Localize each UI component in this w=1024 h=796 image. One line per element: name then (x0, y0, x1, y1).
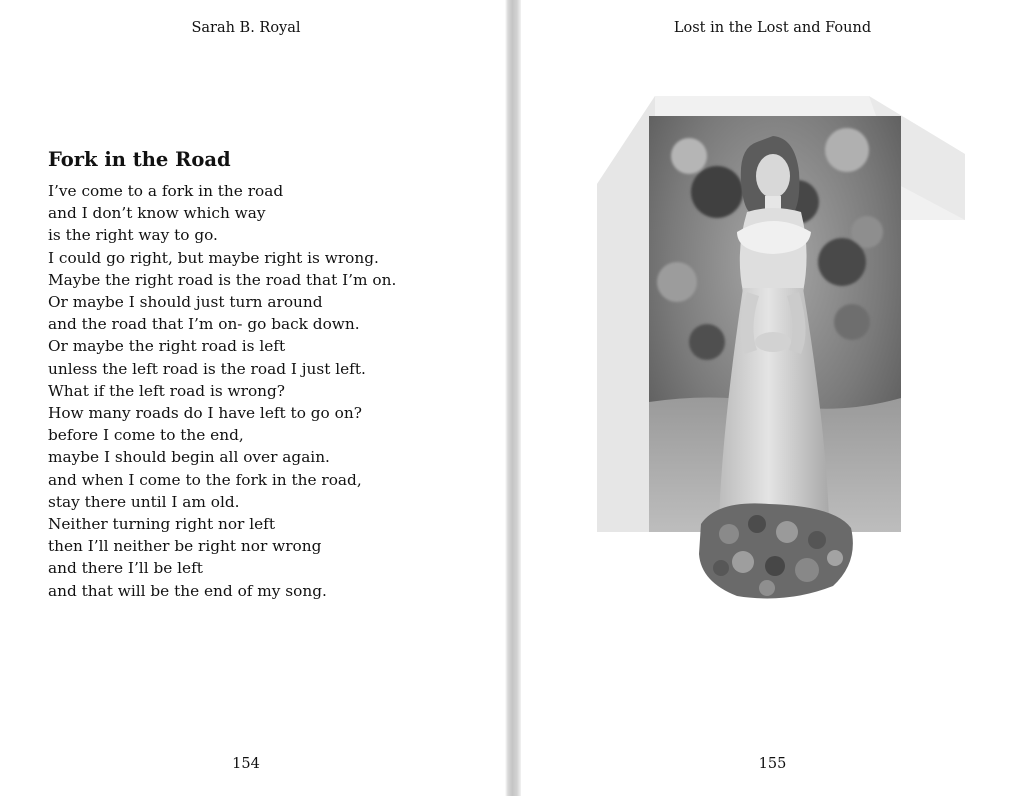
photo-base-cluster (699, 503, 853, 598)
poem-line: Maybe the right road is the road that I’m on. (48, 270, 397, 289)
poem-line: Or maybe the right road is left (48, 337, 286, 356)
left-page (0, 0, 505, 796)
poem-line: and there I’ll be left (48, 559, 203, 578)
poem-line: How many roads do I have left to go on? (48, 404, 362, 423)
poem-line: I’ve come to a fork in the road (48, 182, 284, 200)
portrait-photo-graphic (597, 92, 965, 607)
portrait-photo (597, 92, 965, 607)
book-gutter (505, 0, 521, 796)
poem-line: unless the left road is the road I just left. (48, 359, 366, 378)
poem-line: I could go right, but maybe right is wrong. (48, 248, 379, 267)
right-page (521, 0, 1024, 796)
running-head-title: Lost in the Lost and Found (673, 20, 872, 36)
poem-line: is the right way to go. (48, 226, 218, 245)
running-head-author: Sarah B. Royal (191, 20, 301, 36)
poem-line: Neither turning right nor left (48, 515, 275, 534)
poem-line: maybe I should begin all over again. (48, 448, 330, 467)
poem-line: Or maybe I should just turn around (48, 293, 323, 312)
poem-line: and I don’t know which way (48, 204, 266, 223)
page-number-left: 154 (232, 756, 260, 772)
poem-title: Fork in the Road (48, 148, 231, 171)
poem-line: and when I come to the fork in the road, (48, 470, 362, 489)
poem-line: and that will be the end of my song. (48, 581, 327, 600)
poem-line: stay there until I am old. (48, 492, 240, 511)
poem-line: before I come to the end, (48, 426, 244, 445)
page-number-right: 155 (758, 756, 787, 772)
poem-line: What if the left road is wrong? (48, 381, 286, 400)
poem-line: then I’ll neither be right nor wrong (48, 537, 322, 556)
poem-body (48, 180, 488, 602)
poem-line: and the road that I’m on- go back down. (48, 315, 360, 334)
